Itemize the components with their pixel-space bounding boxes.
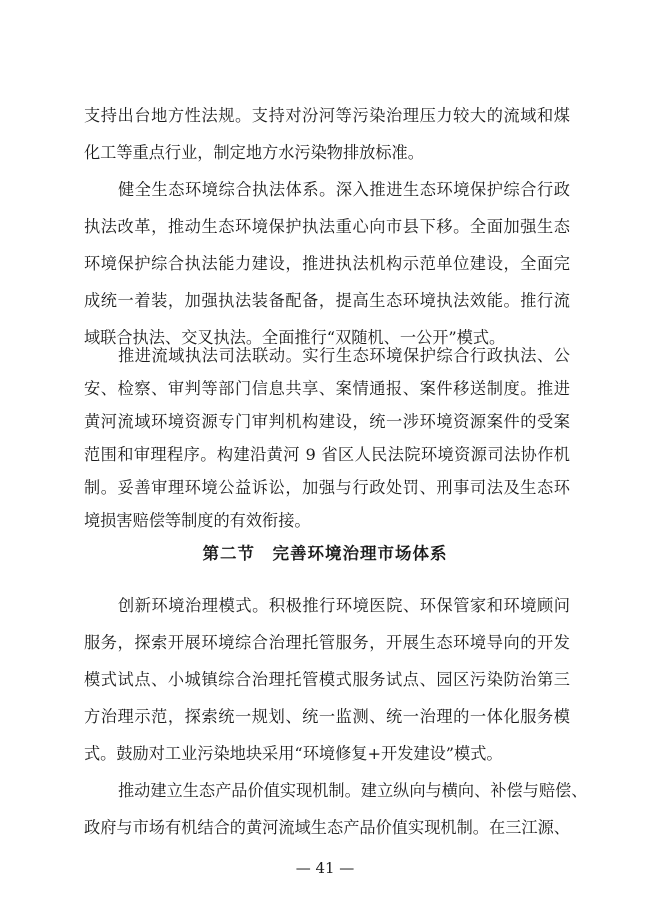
paragraph-4-line-5: 式。鼓励对工业污染地块采用“环境修复+开发建设”模式。 xyxy=(84,744,503,763)
paragraph-3-line-1: 推进流域执法司法联动。实行生态环境保护综合行政执法、公 xyxy=(118,346,570,365)
paragraph-2-line-1: 健全生态环境综合执法体系。深入推进生态环境保护综合行政 xyxy=(118,180,570,199)
paragraph-1-line-1: 支持出台地方性法规。支持对汾河等污染治理压力较大的流域和煤 xyxy=(84,106,570,125)
paragraph-3-line-2: 安、检察、审判等部门信息共享、案情通报、案件移送制度。推进 xyxy=(84,379,570,398)
paragraph-4-line-1: 创新环境治理模式。积极推行环境医院、环保管家和环境顾问 xyxy=(118,596,570,615)
paragraph-4-line-4: 方治理示范，探索统一规划、统一监测、统一治理的一体化服务模 xyxy=(84,707,570,726)
paragraph-4-line-2: 服务，探索开展环境综合治理托管服务，开展生态环境导向的开发 xyxy=(84,633,570,652)
section-heading: 第二节 完善环境治理市场体系 xyxy=(202,544,448,563)
paragraph-2-line-5: 域联合执法、交叉执法。全面推行“双随机、一公开”模式。 xyxy=(84,328,506,347)
paragraph-1-line-2: 化工等重点行业，制定地方水污染物排放标准。 xyxy=(84,143,424,162)
paragraph-3-line-6: 境损害赔偿等制度的有效衔接。 xyxy=(84,511,311,530)
paragraph-5-line-2: 政府与市场有机结合的黄河流域生态产品价值实现机制。在三江源、 xyxy=(84,818,570,837)
page-number: — 41 — xyxy=(295,859,355,877)
paragraph-3-line-3: 黄河流域环境资源专门审判机构建设，统一涉环境资源案件的受案 xyxy=(84,412,570,431)
paragraph-2-line-4: 成统一着装，加强执法装备配备，提高生态环境执法效能。推行流 xyxy=(84,291,570,310)
paragraph-3-line-5: 制。妥善审理环境公益诉讼，加强与行政处罚、刑事司法及生态环 xyxy=(84,478,570,497)
paragraph-4-line-3: 模式试点、小城镇综合治理托管模式服务试点、园区污染防治第三 xyxy=(84,670,570,689)
paragraph-2-line-3: 环境保护综合执法能力建设，推进执法机构示范单位建设，全面完 xyxy=(84,254,570,273)
paragraph-3-line-4: 范围和审理程序。构建沿黄河 9 省区人民法院环境资源司法协作机 xyxy=(84,445,570,464)
paragraph-2-line-2: 执法改革，推动生态环境保护执法重心向市县下移。全面加强生态 xyxy=(84,217,570,236)
paragraph-5-line-1: 推动建立生态产品价值实现机制。建立纵向与横向、补偿与赔偿、 xyxy=(118,781,588,800)
